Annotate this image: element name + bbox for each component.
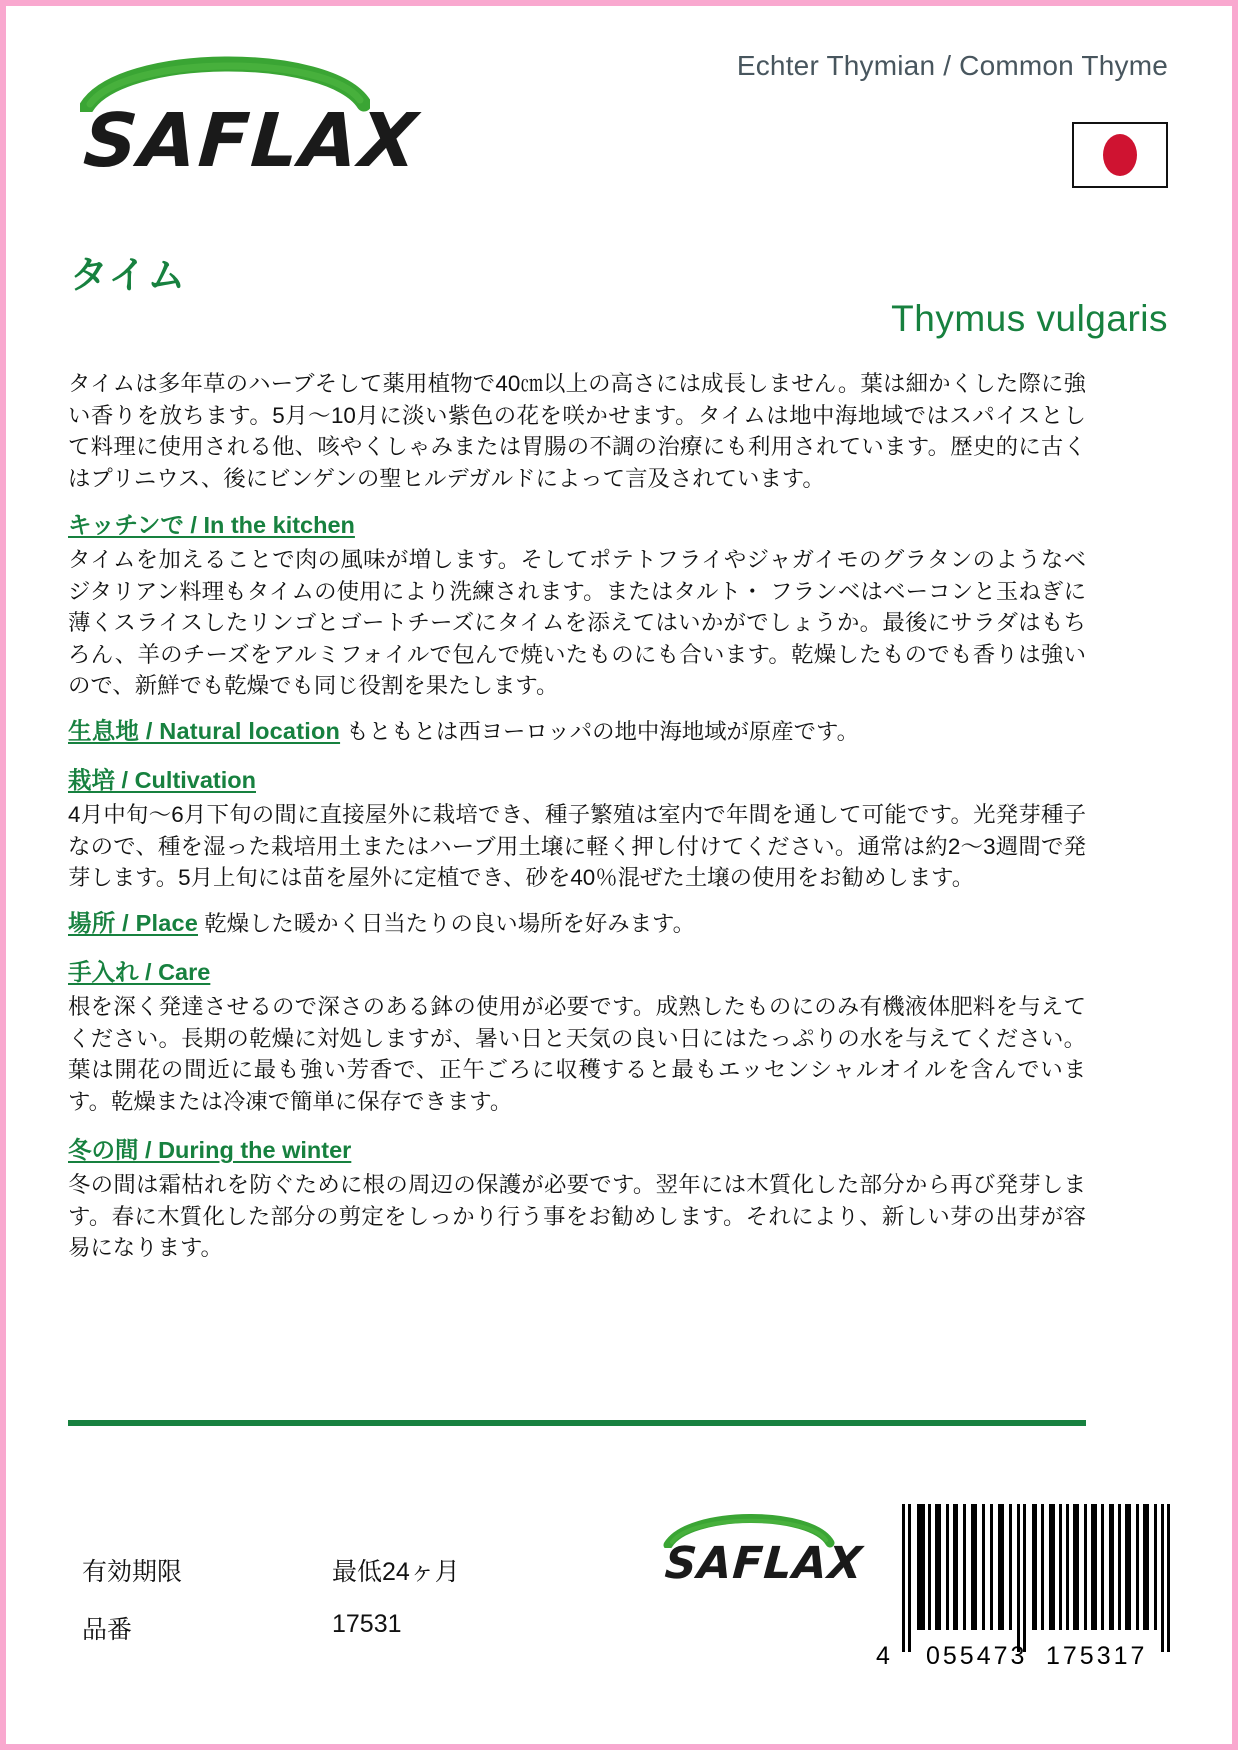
section-heading-place: 場所 / Place — [68, 909, 198, 936]
footer-brand-name: SAFLAX — [663, 1538, 865, 1589]
section-text-winter: 冬の間は霜枯れを防ぐために根の周辺の保護が必要です。翌年には木質化した部分から再び発芽します。春に木質化した部分の剪定をしっかり行う事をお勧めします。それにより、新しい芽の出芽が容易になります。 — [68, 1172, 1086, 1260]
section-text-cultivation: 4月中旬～6月下旬の間に直接屋外に栽培でき、種子繁殖は室内で年間を通して可能です。光発芽種子なので、種を湿った栽培用土またはハーブ用土壌に軽く押し付けてください。通常は約2～3週間で発芽します。5月上旬には苗を屋外に定植でき、砂を40％混ぜた土壌の使用をお勧めします。 — [68, 802, 1086, 890]
brand-name: SAFLAX — [80, 98, 422, 184]
section-heading-kitchen: キッチンで / In the kitchen — [68, 512, 355, 538]
scientific-name: Thymus vulgaris — [891, 298, 1168, 339]
footer — [12, 1442, 1226, 1742]
brand-logo — [72, 40, 422, 200]
meta-row-expiry — [82, 1552, 460, 1588]
section-divider — [68, 1420, 1086, 1426]
japan-flag-icon — [1072, 122, 1168, 188]
expiry-label: 有効期限 — [82, 1558, 183, 1586]
section-cultivation — [68, 761, 1086, 795]
section-place — [68, 908, 1086, 940]
section-heading-cultivation: 栽培 / Cultivation — [68, 767, 256, 793]
description-body — [68, 368, 1086, 1278]
section-heading-winter: 冬の間 / During the winter — [68, 1137, 352, 1163]
footer-brand-logo — [657, 1504, 865, 1612]
section-care — [68, 953, 1086, 987]
page-title-japanese: タイム — [70, 255, 187, 297]
common-name: Echter Thymian / Common Thyme — [736, 50, 1168, 81]
header — [12, 12, 1226, 222]
section-natural-location — [68, 716, 1086, 748]
section-heading-natural-location: 生息地 / Natural location — [68, 717, 341, 744]
section-text-natural-location: もともとは西ヨーロッパの地中海地域が原産です。 — [340, 718, 860, 744]
section-text-care: 根を深く発達させるので深さのある鉢の使用が必要です。成熟したものにのみ有機液体肥料を与えてください。長期の乾燥に対処しますが、暑い日と天気の良い日にはたっぷりの水を与えてください。葉は開花の間近に最も強い芳香で、正午ごろに収穫すると最もエッセンシャルオイルを含んでいます。乾燥または冷凍で簡単に保存できます。 — [68, 994, 1086, 1114]
flag-disc-icon — [1103, 134, 1137, 176]
section-winter — [68, 1131, 1086, 1165]
barcode-lead-digit: 4 — [876, 1642, 890, 1670]
barcode — [874, 1504, 1174, 1694]
barcode-group-right: 175317 — [1046, 1642, 1148, 1670]
barcode-group-left: 055473 — [926, 1642, 1028, 1670]
article-label: 品番 — [82, 1616, 133, 1644]
section-kitchen — [68, 506, 1086, 540]
intro-paragraph: タイムは多年草のハーブそして薬用植物で40㎝以上の高さには成長しません。葉は細かくした際に強い香りを放ちます。5月～10月に淡い紫色の花を咲かせます。タイムは地中海地域ではスパイスとして料理に使用される他、咳やくしゃみまたは胃腸の不調の治療にも利用されています。歴史的に古くはプリニウス、後にビンゲンの聖ヒルデガルドによって言及されています。 — [68, 371, 1086, 491]
section-text-kitchen: タイムを加えることで肉の風味が増します。そしてポテトフライやジャガイモのグラタンのようなベジタリアン料理もタイムの使用により洗練されます。またはタルト・ フランベはベーコンと玉ねぎに薄くスライスしたリンゴとゴートチーズにタイムを添えてはいかがでしょうか。最後にサラダはもちろん、羊のチーズをアルミフォイルで包んで焼いたものにも合います。乾燥したものでも香りは強いので、新鮮でも乾燥でも同じ役割を果たします。 — [68, 547, 1086, 698]
meta-row-article — [82, 1610, 460, 1646]
article-value: 17531 — [332, 1610, 402, 1638]
label-inner — [12, 12, 1226, 1738]
product-meta — [82, 1552, 460, 1668]
expiry-value: 最低24ヶ月 — [332, 1558, 460, 1586]
section-heading-care: 手入れ / Care — [68, 959, 211, 985]
ean13-barcode-icon — [902, 1504, 1170, 1652]
section-text-place: 乾燥した暖かく日当たりの良い場所を好みます。 — [198, 910, 696, 936]
